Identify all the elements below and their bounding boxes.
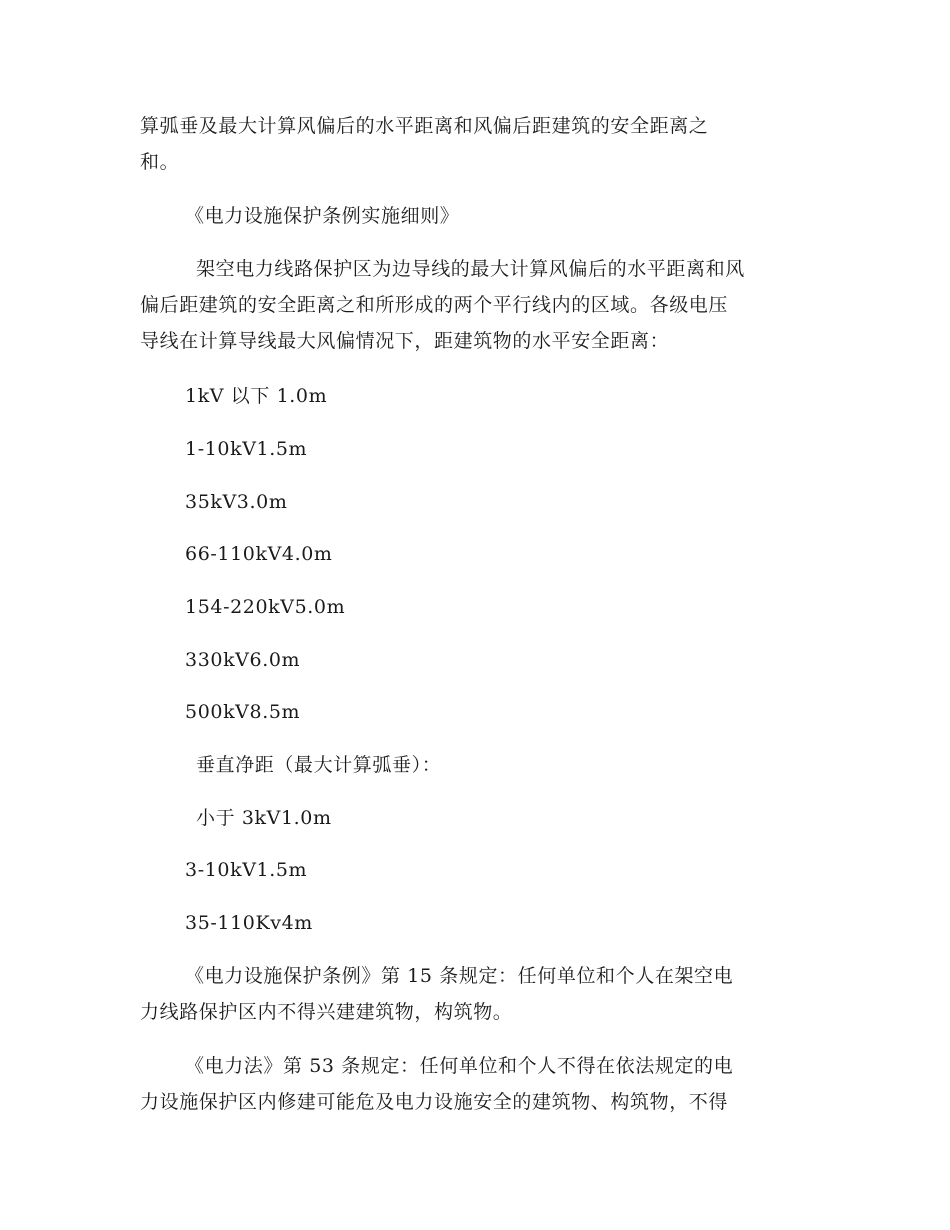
horizontal-distance-item: 330kV6.0m bbox=[185, 649, 301, 671]
paragraph-4-line-1: 《电力法》第 53 条规定：任何单位和个人不得在依法规定的电 bbox=[185, 1055, 734, 1077]
vertical-distance-item: 35-110Kv4m bbox=[185, 912, 313, 934]
horizontal-distance-item: 1kV 以下 1.0m bbox=[185, 385, 328, 407]
paragraph-2-line-3: 导线在计算导线最大风偏情况下，距建筑物的水平安全距离： bbox=[140, 330, 670, 352]
vertical-distance-item: 3-10kV1.5m bbox=[185, 859, 308, 881]
paragraph-3-line-2: 力线路保护区内不得兴建建筑物，构筑物。 bbox=[140, 1001, 513, 1023]
paragraph-3-line-1: 《电力设施保护条例》第 15 条规定：任何单位和个人在架空电 bbox=[185, 965, 734, 987]
horizontal-distance-item: 500kV8.5m bbox=[185, 701, 301, 723]
vertical-distance-item: 小于 3kV1.0m bbox=[196, 807, 332, 829]
horizontal-distance-item: 66-110kV4.0m bbox=[185, 543, 333, 565]
regulation-title: 《电力设施保护条例实施细则》 bbox=[185, 205, 460, 227]
paragraph-1-line-2: 和。 bbox=[140, 151, 180, 173]
paragraph-2-line-2: 偏后距建筑的安全距离之和所形成的两个平行线内的区域。各级电压 bbox=[140, 294, 729, 316]
horizontal-distance-item: 154-220kV5.0m bbox=[185, 596, 346, 618]
paragraph-4-line-2: 力设施保护区内修建可能危及电力设施安全的建筑物、构筑物，不得 bbox=[140, 1091, 729, 1113]
horizontal-distance-item: 35kV3.0m bbox=[185, 491, 288, 513]
paragraph-2-line-1: 架空电力线路保护区为边导线的最大计算风偏后的水平距离和风 bbox=[196, 258, 745, 280]
vertical-distance-heading: 垂直净距（最大计算弧垂）： bbox=[196, 754, 442, 776]
paragraph-1-line-1: 算弧垂及最大计算风偏后的水平距离和风偏后距建筑的安全距离之 bbox=[140, 115, 709, 137]
horizontal-distance-item: 1-10kV1.5m bbox=[185, 438, 308, 460]
